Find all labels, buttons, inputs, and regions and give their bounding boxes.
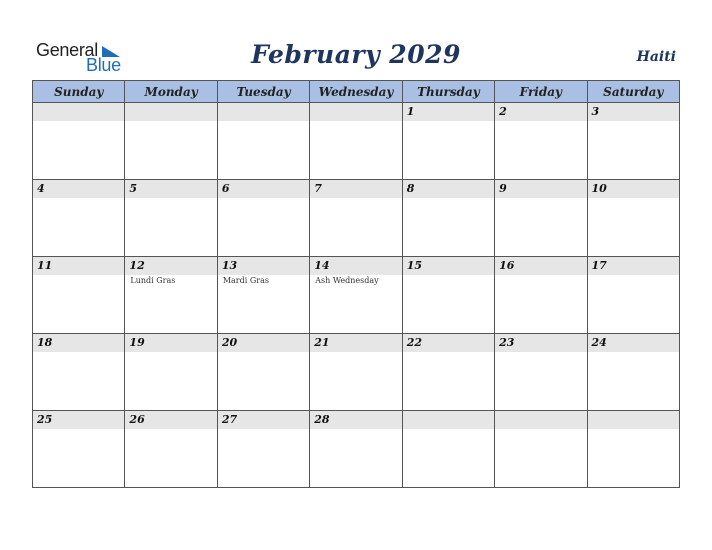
calendar-title: February 2029 — [251, 40, 461, 69]
weekday-header: Friday — [495, 81, 587, 103]
day-cell — [125, 334, 217, 411]
day-cell — [495, 411, 587, 488]
day-number: 2 — [495, 103, 586, 121]
day-number: 13 — [218, 257, 309, 275]
day-number: 6 — [218, 180, 309, 198]
day-number: 22 — [403, 334, 494, 352]
day-number: 8 — [403, 180, 494, 198]
day-number: 15 — [403, 257, 494, 275]
day-number: 11 — [33, 257, 124, 275]
day-cell — [587, 257, 679, 334]
day-cell — [310, 257, 402, 334]
day-number — [218, 103, 309, 121]
day-cell — [587, 334, 679, 411]
day-cell — [125, 257, 217, 334]
day-cell — [217, 411, 309, 488]
week-row — [33, 103, 680, 180]
day-number: 24 — [588, 334, 679, 352]
day-number: 25 — [33, 411, 124, 429]
day-number: 21 — [310, 334, 401, 352]
week-row — [33, 334, 680, 411]
day-cell — [33, 103, 125, 180]
day-cell — [125, 103, 217, 180]
day-cell — [402, 103, 494, 180]
day-cell — [33, 257, 125, 334]
day-number: 17 — [588, 257, 679, 275]
day-cell — [402, 334, 494, 411]
day-number: 20 — [218, 334, 309, 352]
day-number: 18 — [33, 334, 124, 352]
day-number — [403, 411, 494, 429]
day-number: 26 — [125, 411, 216, 429]
day-cell — [33, 180, 125, 257]
day-cell — [125, 180, 217, 257]
day-number: 1 — [403, 103, 494, 121]
week-row — [33, 180, 680, 257]
day-number: 10 — [588, 180, 679, 198]
day-number: 23 — [495, 334, 586, 352]
day-number: 9 — [495, 180, 586, 198]
weekday-header: Monday — [125, 81, 217, 103]
day-cell — [217, 180, 309, 257]
day-cell — [587, 103, 679, 180]
day-cell — [217, 103, 309, 180]
day-cell — [310, 411, 402, 488]
day-cell — [33, 334, 125, 411]
weekday-header: Thursday — [402, 81, 494, 103]
day-cell — [402, 257, 494, 334]
day-number: 28 — [310, 411, 401, 429]
day-number: 3 — [588, 103, 679, 121]
day-number — [495, 411, 586, 429]
day-cell — [125, 411, 217, 488]
day-cell — [310, 180, 402, 257]
logo-blue-text: Blue — [86, 55, 121, 75]
day-cell — [402, 180, 494, 257]
holiday-label: Lundi Gras — [130, 276, 176, 285]
day-number: 12 — [125, 257, 216, 275]
country-label: Haiti — [636, 49, 676, 65]
day-cell — [217, 257, 309, 334]
day-number: 27 — [218, 411, 309, 429]
weekday-header-row — [33, 81, 680, 103]
day-number: 4 — [33, 180, 124, 198]
logo-general-text: General — [36, 40, 98, 60]
weekday-header: Saturday — [587, 81, 679, 103]
day-number: 14 — [310, 257, 401, 275]
holiday-label: Ash Wednesday — [315, 276, 379, 285]
day-number — [33, 103, 124, 121]
day-cell — [310, 334, 402, 411]
day-number: 5 — [125, 180, 216, 198]
week-row — [33, 411, 680, 488]
calendar-grid — [32, 80, 680, 488]
day-cell — [217, 334, 309, 411]
weekday-header: Wednesday — [310, 81, 402, 103]
day-cell — [495, 334, 587, 411]
day-cell — [310, 103, 402, 180]
day-cell — [495, 180, 587, 257]
day-cell — [495, 103, 587, 180]
day-number — [310, 103, 401, 121]
day-cell — [495, 257, 587, 334]
day-number — [125, 103, 216, 121]
day-cell — [587, 180, 679, 257]
day-number: 19 — [125, 334, 216, 352]
day-cell — [587, 411, 679, 488]
day-number: 7 — [310, 180, 401, 198]
day-cell — [402, 411, 494, 488]
week-row — [33, 257, 680, 334]
weekday-header: Sunday — [33, 81, 125, 103]
weekday-header: Tuesday — [217, 81, 309, 103]
day-number — [588, 411, 679, 429]
holiday-label: Mardi Gras — [222, 276, 269, 285]
day-number: 16 — [495, 257, 586, 275]
day-cell — [33, 411, 125, 488]
